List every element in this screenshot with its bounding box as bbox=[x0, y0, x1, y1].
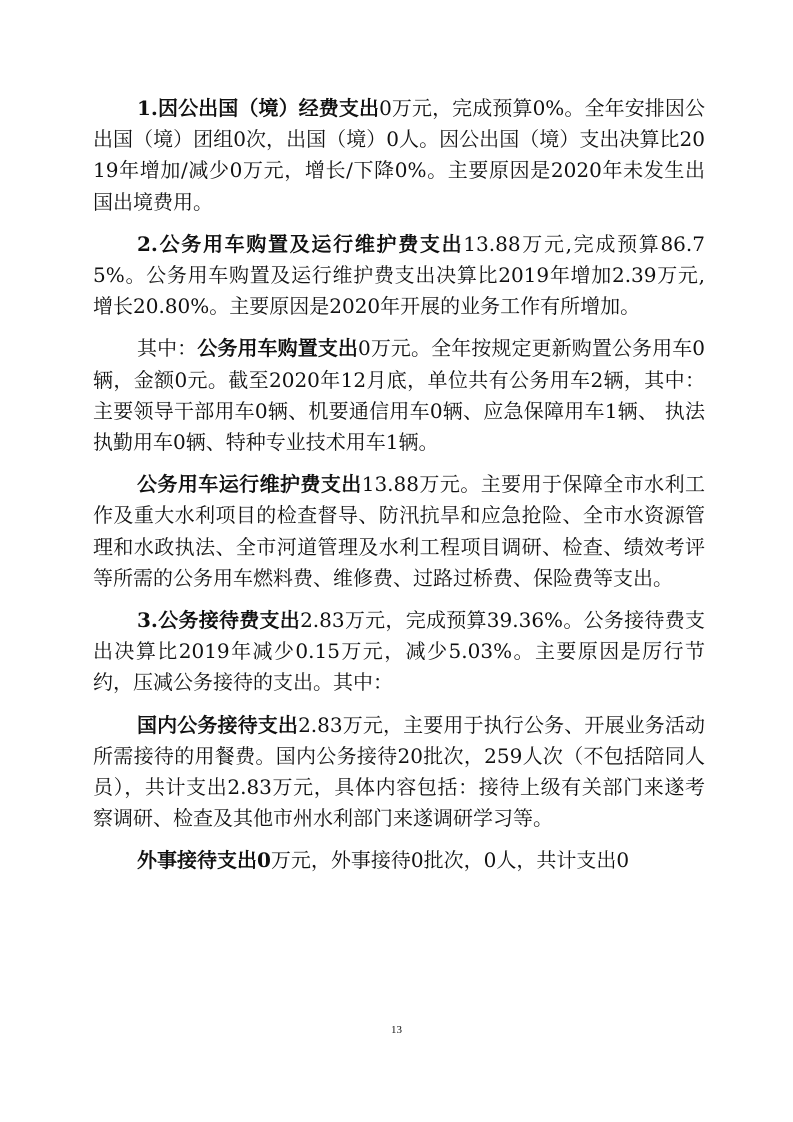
paragraph-overseas-expense bbox=[93, 93, 705, 218]
text-reception-expense: 2.83万元，完成预算39.36%。公务接待费支出决算比2019年减少0.15万元，减少5.03%。主要原因是厉行节约，压减公务接待的支出。其中： bbox=[93, 608, 705, 695]
heading-foreign-reception: 外事接待支出0 bbox=[137, 848, 271, 873]
paragraph-vehicle-maintenance bbox=[93, 469, 705, 594]
heading-domestic-reception: 国内公务接待支出 bbox=[137, 712, 299, 737]
paragraph-vehicle-purchase bbox=[93, 333, 705, 458]
text-foreign-reception: 万元，外事接待0批次，0人，共计支出0 bbox=[270, 848, 630, 873]
paragraph-domestic-reception bbox=[93, 710, 705, 835]
heading-vehicle-purchase: 公务用车购置支出 bbox=[197, 336, 359, 361]
text-vehicle-expense: 13.88万元,完成预算86.75%。公务用车购置及运行维护费支出决算比2019年增加2.39万元,增长20.80%。主要原因是2020年开展的业务工作有所增加。 bbox=[93, 231, 705, 319]
text-vehicle-maintenance: 13.88万元。主要用于保障全市水利工作及重大水利项目的检查督导、防汛抗旱和应急抢险、全市水资源管理和水政执法、全市河道管理及水利工程项目调研、检查、绩效考评等所需的公务用车燃料费、维修费、过路过桥费、保险费等支出。 bbox=[93, 472, 706, 590]
text-vehicle-purchase: 0万元。全年按规定更新购置公务用车0辆，金额0元。截至2020年12月底，单位共有公务用车2辆，其中：主要领导干部用车0辆、机要通信用车0辆、应急保障用车1辆、 执法执勤用车0辆、特种专业技术用车1辆。 bbox=[93, 336, 706, 455]
heading-vehicle-expense: 2.公务用车购置及运行维护费支出 bbox=[137, 231, 464, 256]
document-body bbox=[93, 93, 705, 877]
text-overseas-expense: 0万元，完成预算0%。全年安排因公出国（境）团组0次，出国（境）0人。因公出国（境）支出决算比2019年增加/减少0万元，增长/下降0%。主要原因是2020年未发生出国出境费用。 bbox=[93, 96, 705, 214]
heading-vehicle-maintenance: 公务用车运行维护费支出 bbox=[137, 472, 362, 497]
heading-reception-expense: 3.公务接待费支出 bbox=[137, 608, 301, 633]
paragraph-foreign-reception bbox=[93, 845, 705, 876]
heading-overseas-expense: 1.因公出国（境）经费支出 bbox=[137, 96, 380, 120]
paragraph-reception-expense bbox=[93, 605, 705, 699]
paragraph-vehicle-expense bbox=[93, 229, 705, 323]
page-number: 13 bbox=[391, 1024, 402, 1036]
prefix-vehicle-purchase: 其中： bbox=[137, 336, 198, 361]
text-domestic-reception: 2.83万元，主要用于执行公务、开展业务活动所需接待的用餐费。国内公务接待20批次，259人次（不包括陪同人员），共计支出2.83万元，具体内容包括：接待上级有关部门来遂考察调研、检查及其他市州水利部门来遂调研学习等。 bbox=[93, 712, 706, 831]
